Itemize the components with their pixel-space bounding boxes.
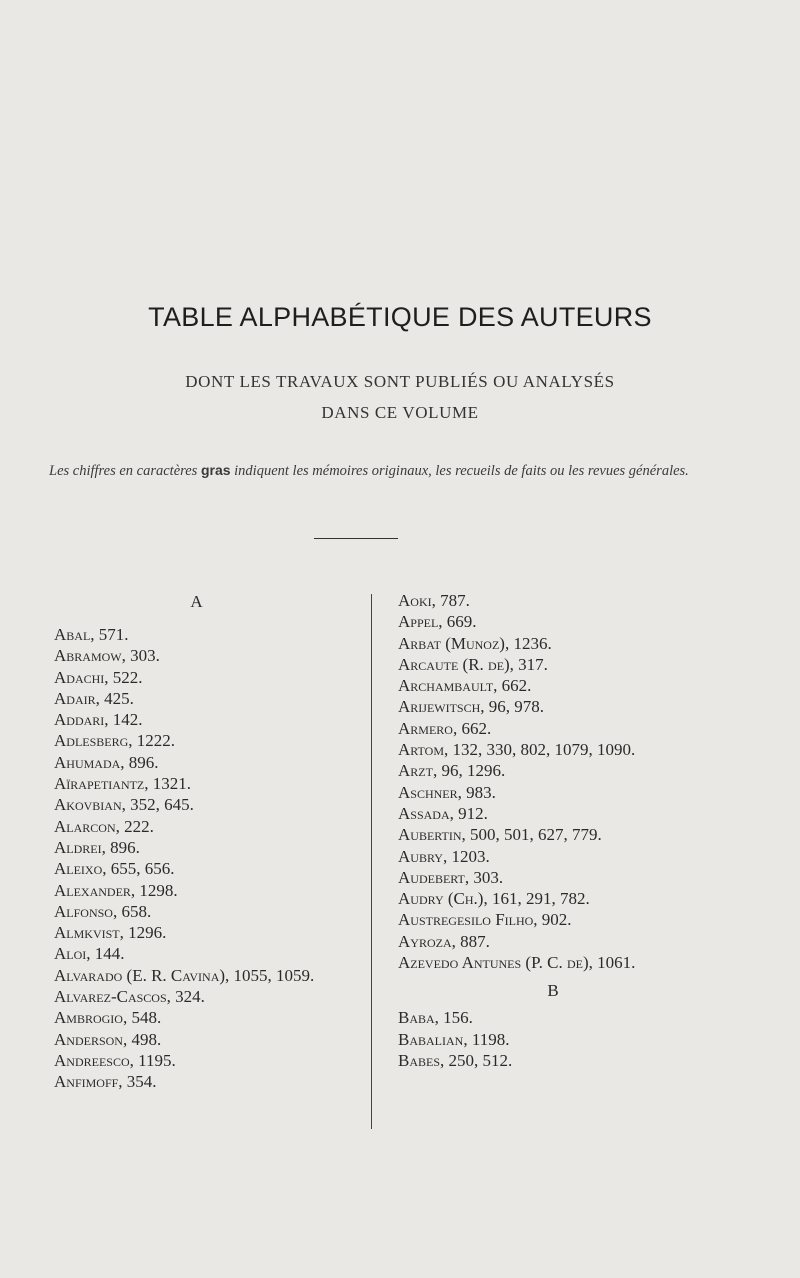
note-text-before: Les chiffres en caractères bbox=[49, 463, 198, 479]
index-entry: Almkvist, 1296. bbox=[54, 923, 167, 943]
index-entry: Artom, 132, 330, 802, 1079, 1090. bbox=[398, 740, 636, 760]
index-entry: Assada, 912. bbox=[398, 803, 488, 823]
section-divider bbox=[314, 538, 398, 539]
index-entry: Armero, 662. bbox=[398, 718, 492, 738]
note-bold-word: gras bbox=[200, 462, 231, 478]
index-entry: Adair, 425. bbox=[54, 688, 134, 708]
index-entry: Anderson, 498. bbox=[54, 1029, 162, 1049]
index-entry: Alvarez-Cascos, 324. bbox=[54, 987, 205, 1007]
index-entry: Adlesberg, 1222. bbox=[54, 731, 176, 751]
subtitle-line-1: DONT LES TRAVAUX SONT PUBLIÉS OU ANALYSÉS bbox=[185, 372, 615, 391]
index-entry: Babes, 250, 512. bbox=[398, 1050, 513, 1070]
index-entry: Baba, 156. bbox=[398, 1008, 473, 1028]
index-entry: Arbat (Munoz), 1236. bbox=[398, 633, 552, 653]
index-entry: Azevedo Antunes (P. C. de), 1061. bbox=[398, 953, 636, 973]
index-entry: Adachi, 522. bbox=[54, 667, 143, 687]
index-entry: Abal, 571. bbox=[54, 625, 129, 644]
index-entry: Alexander, 1298. bbox=[54, 880, 178, 900]
index-entry: Akovbian, 352, 645. bbox=[54, 795, 194, 815]
index-entry: Austregesilo Filho, 902. bbox=[398, 910, 572, 930]
right-entry-list-b bbox=[398, 1007, 708, 1071]
index-entry: Aubertin, 500, 501, 627, 779. bbox=[398, 825, 602, 845]
column-separator bbox=[371, 594, 372, 1129]
index-entry: Audry (Ch.), 161, 291, 782. bbox=[398, 889, 590, 909]
index-entry: Anfimoff, 354. bbox=[54, 1072, 157, 1092]
index-entry: Aschner, 983. bbox=[398, 782, 496, 802]
right-entry-list-a bbox=[398, 590, 708, 973]
index-entry: Archambault, 662. bbox=[398, 676, 532, 696]
page-title: TABLE ALPHABÉTIQUE DES AUTEURS bbox=[148, 302, 652, 332]
index-entry: Andreesco, 1195. bbox=[54, 1050, 176, 1070]
index-entry: Arcaute (R. de), 317. bbox=[398, 654, 548, 674]
letter-heading-a: A bbox=[190, 592, 203, 611]
left-column bbox=[54, 590, 354, 1093]
index-entry: Abramow, 303. bbox=[54, 646, 160, 666]
index-entry: Aubry, 1203. bbox=[398, 846, 490, 866]
index-entry: Alvarado (E. R. Cavina), 1055, 1059. bbox=[54, 965, 315, 985]
index-entry: Aloi, 144. bbox=[54, 944, 125, 964]
index-entry: Aldrei, 896. bbox=[54, 837, 140, 857]
index-entry: Ahumada, 896. bbox=[54, 752, 159, 772]
index-entry: Aleixo, 655, 656. bbox=[54, 859, 175, 879]
left-entry-list bbox=[54, 624, 354, 1093]
index-entry: Audebert, 303. bbox=[398, 867, 504, 887]
index-entry: Ayroza, 887. bbox=[398, 931, 490, 951]
index-entry: Alfonso, 658. bbox=[54, 901, 152, 921]
index-entry: Ambrogio, 548. bbox=[54, 1008, 162, 1028]
explanatory-note bbox=[49, 460, 749, 481]
index-entry: Aoki, 787. bbox=[398, 591, 470, 610]
note-text-after: indiquent les mémoires originaux, les recueils de faits ou les revues générales. bbox=[234, 463, 689, 479]
index-entry: Appel, 669. bbox=[398, 612, 477, 632]
index-entry: Aïrapetiantz, 1321. bbox=[54, 774, 192, 794]
index-entry: Babalian, 1198. bbox=[398, 1029, 510, 1049]
right-column bbox=[398, 590, 708, 1071]
letter-heading-b: B bbox=[547, 981, 559, 1001]
index-entry: Alarcon, 222. bbox=[54, 816, 154, 836]
index-entry: Addari, 142. bbox=[54, 710, 143, 730]
index-entry: Arijewitsch, 96, 978. bbox=[398, 697, 545, 717]
subtitle-line-2: DANS CE VOLUME bbox=[321, 403, 479, 422]
index-entry: Arzt, 96, 1296. bbox=[398, 761, 506, 781]
